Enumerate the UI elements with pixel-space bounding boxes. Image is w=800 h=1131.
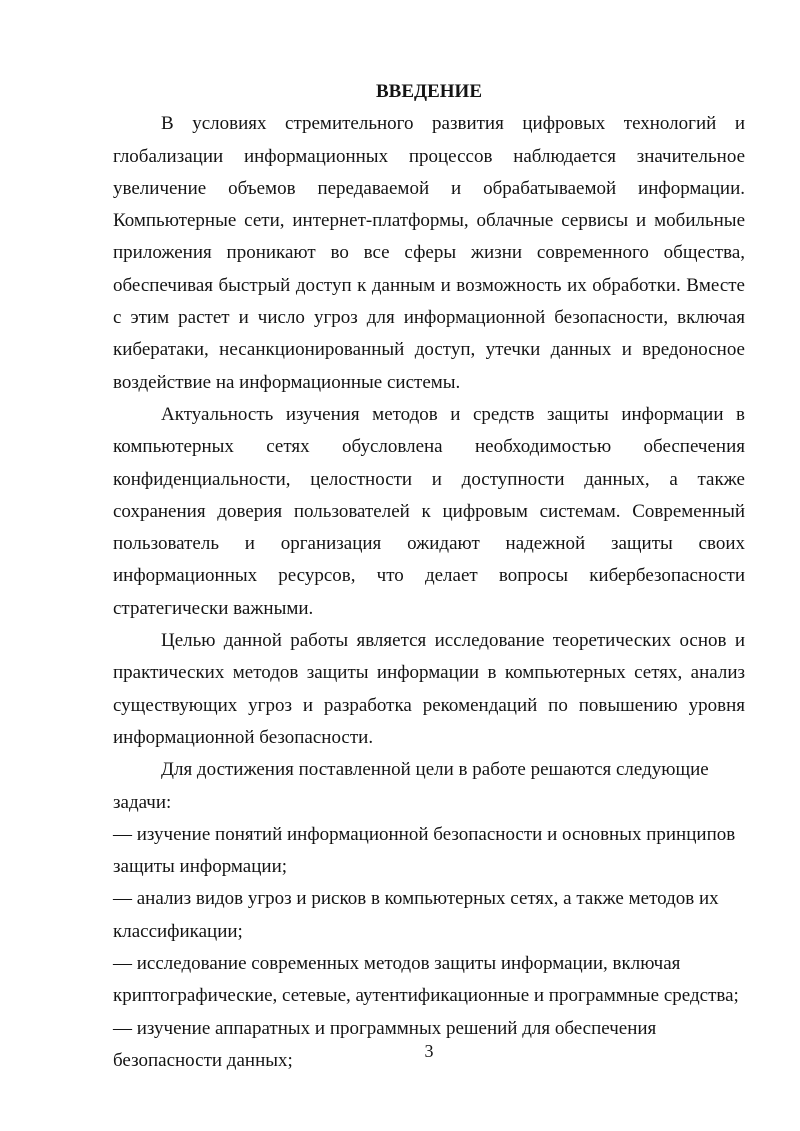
task-item-2: — анализ видов угроз и рисков в компьютерных сетях, а также методов их классификации; — [113, 888, 719, 942]
task-item-3: — исследование современных методов защиты информации, включая криптографические, сетевые, аутентификационные и программные средства; — [113, 953, 739, 1007]
paragraph-tasks-lead: Для достижения поставленной цели в работе решаются следующие задачи: — [113, 759, 709, 813]
page-title: ВВЕДЕНИЕ — [376, 81, 482, 102]
task-item-4: — изучение аппаратных и программных решений для обеспечения безопасности данных; — [113, 1017, 657, 1071]
paragraph-intro-context: В условиях стремительного развития цифровых технологий и глобализации информационных процессов наблюдается значительное увеличение объемов передаваемой и обрабатываемой информации. Компьютерные сети, интернет-платформы, облачные сервисы и мобильные приложения проникают во все сферы жизни современного общества, обеспечивая быстрый доступ к данным и возможность их обработки. Вместе с этим растет и число угроз для информационной безопасности, включая кибератаки, несанкционированный доступ, утечки данных и вредоносное воздействие на информационные системы. — [113, 113, 745, 393]
task-item-1: — изучение понятий информационной безопасности и основных принципов защиты информации; — [113, 823, 736, 878]
paragraph-goal: Целью данной работы является исследование теоретических основ и практических методов защиты информации в компьютерных сетях, анализ существующих угроз и разработка рекомендаций по повышению уровня информационной безопасности. — [113, 630, 745, 748]
page-number: 3 — [424, 1041, 434, 1061]
document-body — [113, 76, 745, 1077]
paragraph-relevance: Актуальность изучения методов и средств защиты информации в компьютерных сетях обусловлена необходимостью обеспечения конфиденциальности, целостности и доступности данных, а также сохранения доверия пользователей к цифровым системам. Современный пользователь и организация ожидают надежной защиты своих информационных ресурсов, что делает вопросы кибербезопасности стратегически важными. — [113, 403, 745, 619]
